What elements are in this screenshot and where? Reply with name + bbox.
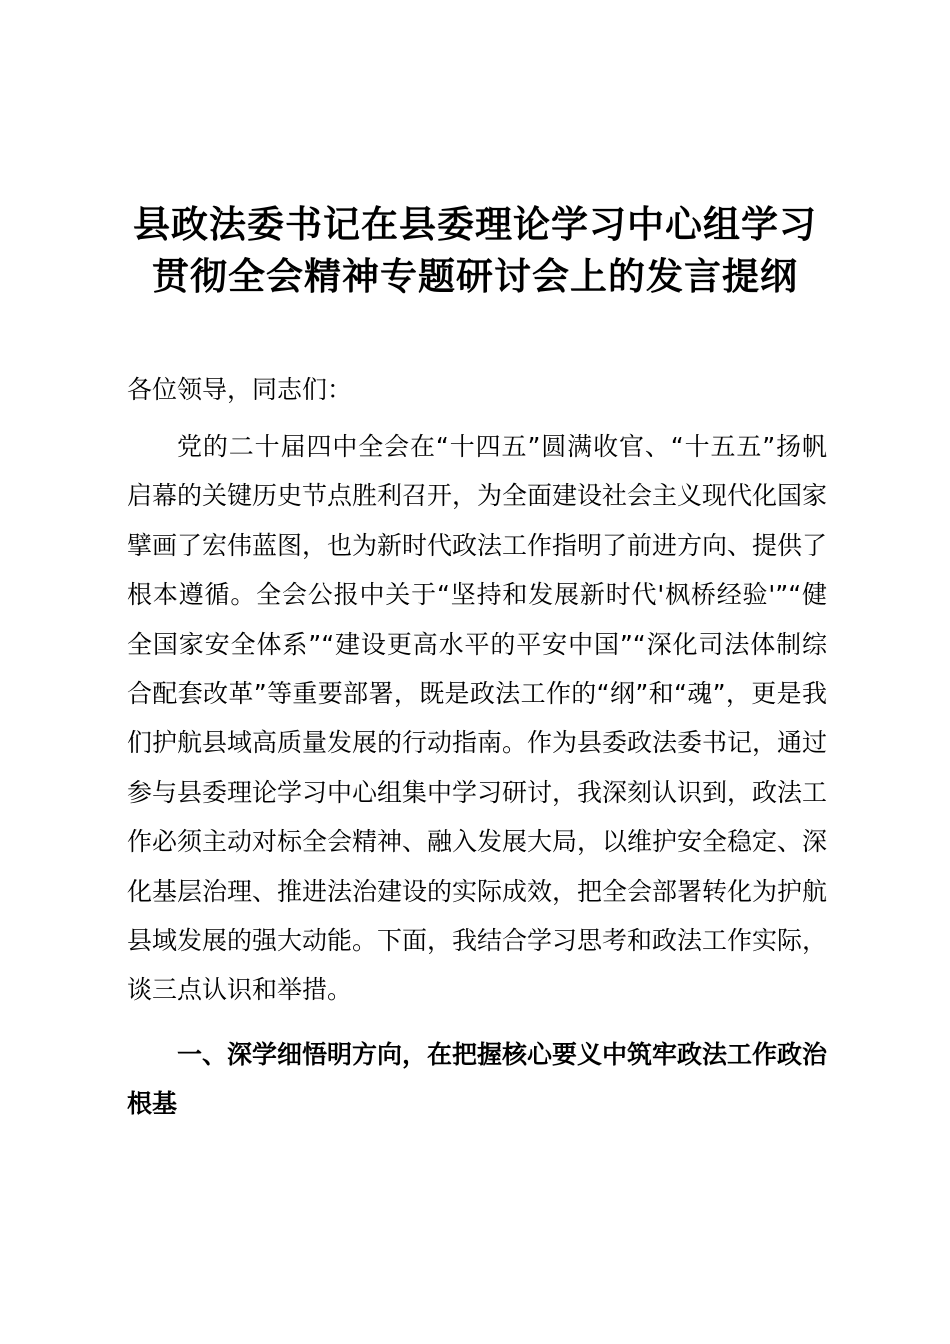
section-heading: 一、深学细悟明方向，在把握核心要义中筑牢政法工作政治根基 — [127, 1040, 828, 1119]
greeting: 各位领导，同志们： — [127, 375, 353, 404]
body-paragraph: 党的二十届四中全会在“十四五”圆满收官、“十五五”扬帆启幕的关键历史节点胜利召开，为全面建设社会主义现代化国家擘画了宏伟蓝图，也为新时代政法工作指明了前进方向、提供了根本遵循。全会公报中关于“坚持和发展新时代'枫桥经验'”“健全国家安全体系”“建设更高水平的平安中国”“深化司法体制综合配套改革”等重要部署，既是政法工作的“纲”和“魂”，更是我们护航县域高质量发展的行动指南。作为县委政法委书记，通过参与县委理论学习中心组集中学习研讨，我深刻认识到，政法工作必须主动对标全会精神、融入发展大局，以维护安全稳定、深化基层治理、推进法治建设的实际成效，把全会部署转化为护航县域发展的强大动能。下面，我结合学习思考和政法工作实际，谈三点认识和举措。 — [127, 432, 828, 1005]
document-title — [0, 198, 950, 302]
title-line-1: 县政法委书记在县委理论学习中心组学习 — [133, 202, 817, 246]
title-line-2: 贯彻全会精神专题研讨会上的发言提纲 — [152, 254, 798, 298]
